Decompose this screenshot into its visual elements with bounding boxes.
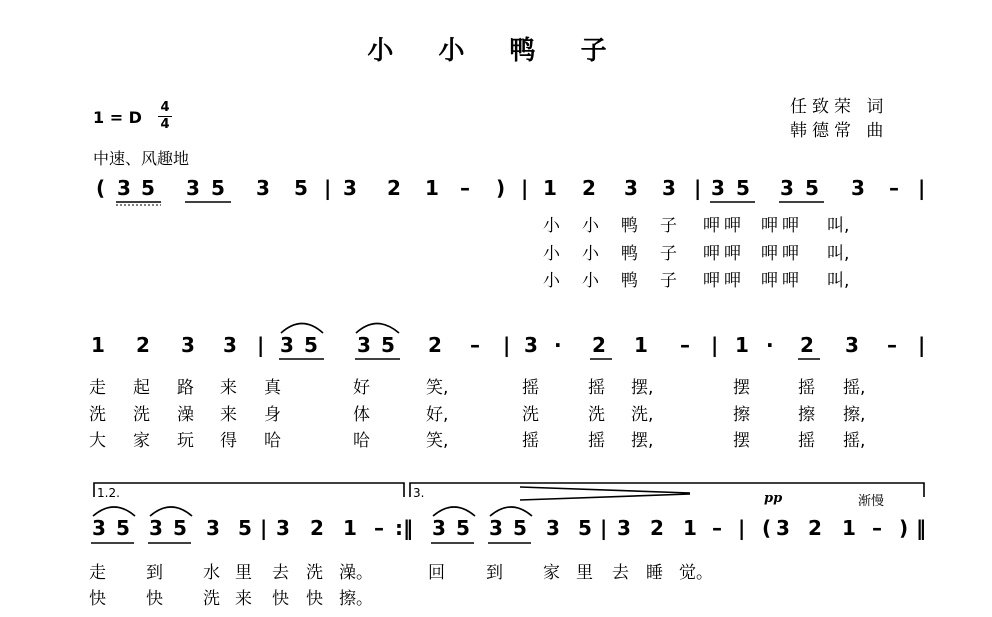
lyric-char: 路 bbox=[177, 378, 194, 398]
note: 2 bbox=[808, 516, 822, 540]
note: 3 bbox=[117, 176, 131, 200]
note: 1 bbox=[735, 333, 749, 357]
dot: · bbox=[554, 333, 562, 357]
lyric-char: 玩 bbox=[177, 431, 194, 451]
note: 1 bbox=[425, 176, 439, 200]
note: 5 bbox=[238, 516, 252, 540]
note: 3 bbox=[524, 333, 538, 357]
barline: | bbox=[521, 176, 529, 200]
barline: | bbox=[600, 516, 608, 540]
lyric-char: 呷 bbox=[724, 244, 741, 264]
note: 2 bbox=[800, 333, 814, 357]
note: 5 bbox=[381, 333, 395, 357]
lyric-char: 呷 bbox=[761, 216, 778, 236]
slur-mark bbox=[433, 507, 475, 516]
note: 3 bbox=[624, 176, 638, 200]
note: 2 bbox=[582, 176, 596, 200]
dash: – bbox=[374, 516, 384, 540]
paren-open: ( bbox=[762, 516, 772, 540]
lyric-char: 呷 bbox=[761, 244, 778, 264]
lyric-char: 鸭 bbox=[621, 271, 638, 291]
dash: – bbox=[470, 333, 480, 357]
lyric-char: 睡 bbox=[646, 563, 663, 583]
note: 3 bbox=[489, 516, 503, 540]
note: 3 bbox=[186, 176, 200, 200]
lyric-char: 洗 bbox=[133, 405, 150, 425]
lyric-char: 擦 bbox=[733, 405, 750, 425]
lyric-char: 小 bbox=[582, 271, 599, 291]
volta-1-label: 1.2. bbox=[97, 486, 120, 500]
note: 3 bbox=[206, 516, 220, 540]
note: 3 bbox=[276, 516, 290, 540]
lyric-char: 擦。 bbox=[339, 589, 373, 609]
lyric-char: 摆 bbox=[733, 378, 750, 398]
lyric-char: 好, bbox=[426, 405, 449, 425]
note: 1 bbox=[343, 516, 357, 540]
lyric-char: 擦, bbox=[843, 405, 866, 425]
lyric-char: 里 bbox=[576, 563, 593, 583]
lyric-char: 子 bbox=[660, 216, 677, 236]
note: 3 bbox=[181, 333, 195, 357]
slur-mark bbox=[281, 324, 323, 334]
lyric-char: 摇 bbox=[522, 378, 539, 398]
lyric-char: 快 bbox=[89, 589, 106, 609]
lyric-char: 快 bbox=[272, 589, 289, 609]
note: 3 bbox=[357, 333, 371, 357]
lyric-char: 洗 bbox=[203, 589, 220, 609]
note: 5 bbox=[578, 516, 592, 540]
lyric-char: 呷 bbox=[703, 271, 720, 291]
note: 3 bbox=[662, 176, 676, 200]
lyric-char: 摇, bbox=[843, 431, 866, 451]
note: 5 bbox=[116, 516, 130, 540]
lyric-char: 呷 bbox=[782, 244, 799, 264]
note: 5 bbox=[736, 176, 750, 200]
lyric-char: 摇 bbox=[522, 431, 539, 451]
lyric-char: 叫, bbox=[827, 216, 850, 236]
note: 3 bbox=[776, 516, 790, 540]
lyric-char: 哈 bbox=[353, 431, 370, 451]
lyric-char: 摆, bbox=[631, 431, 654, 451]
note: 5 bbox=[513, 516, 527, 540]
lyric-char: 来 bbox=[220, 378, 237, 398]
lyric-char: 到 bbox=[146, 563, 163, 583]
note: 2 bbox=[310, 516, 324, 540]
note: 3 bbox=[343, 176, 357, 200]
lyric-char: 澡 bbox=[177, 405, 194, 425]
barline: | bbox=[694, 176, 702, 200]
lyric-char: 去 bbox=[272, 563, 289, 583]
dot: · bbox=[766, 333, 774, 357]
lyric-char: 好 bbox=[353, 378, 370, 398]
lyric-char: 得 bbox=[220, 431, 237, 451]
lyric-char: 洗 bbox=[588, 405, 605, 425]
barline: | bbox=[324, 176, 332, 200]
lyric-char: 澡。 bbox=[339, 563, 373, 583]
note: 3 bbox=[546, 516, 560, 540]
lyric-char: 小 bbox=[543, 216, 560, 236]
dash: – bbox=[887, 333, 897, 357]
lyric-char: 擦 bbox=[798, 405, 815, 425]
note: 3 bbox=[780, 176, 794, 200]
lyric-char: 水 bbox=[203, 563, 220, 583]
note: 5 bbox=[141, 176, 155, 200]
note: 3 bbox=[432, 516, 446, 540]
final-barline: ‖ bbox=[916, 516, 926, 540]
lyric-char: 洗 bbox=[306, 563, 323, 583]
key-signature: 1 = D bbox=[93, 108, 142, 127]
lyric-char: 走 bbox=[89, 563, 106, 583]
lyric-char: 快 bbox=[146, 589, 163, 609]
lyric-char: 摆 bbox=[733, 431, 750, 451]
slur-mark bbox=[93, 507, 135, 516]
lyric-char: 来 bbox=[235, 589, 252, 609]
barline: | bbox=[711, 333, 719, 357]
note: 2 bbox=[387, 176, 401, 200]
song-title: 小 小 鸭 子 bbox=[367, 36, 625, 66]
lyric-char: 大 bbox=[89, 431, 106, 451]
lyric-char: 呷 bbox=[703, 244, 720, 264]
dash: – bbox=[712, 516, 722, 540]
note: 2 bbox=[592, 333, 606, 357]
note: 3 bbox=[92, 516, 106, 540]
composer-credit: 韩德常 曲 bbox=[790, 121, 889, 141]
note: 5 bbox=[211, 176, 225, 200]
note: 1 bbox=[683, 516, 697, 540]
lyric-char: 觉。 bbox=[679, 563, 713, 583]
lyric-char: 笑, bbox=[426, 431, 449, 451]
note: 1 bbox=[543, 176, 557, 200]
slur-mark bbox=[490, 507, 532, 516]
note: 3 bbox=[845, 333, 859, 357]
note: 2 bbox=[428, 333, 442, 357]
note: 3 bbox=[617, 516, 631, 540]
paren-open: ( bbox=[96, 176, 106, 200]
barline: | bbox=[260, 516, 268, 540]
slur-mark bbox=[356, 324, 399, 334]
decrescendo-hairpin bbox=[520, 487, 690, 493]
lyric-char: 子 bbox=[660, 271, 677, 291]
lyric-char: 子 bbox=[660, 244, 677, 264]
time-signature-top: 4 bbox=[160, 100, 170, 115]
lyric-char: 呷 bbox=[782, 216, 799, 236]
lyric-char: 呷 bbox=[782, 271, 799, 291]
lyric-char: 起 bbox=[133, 378, 150, 398]
note: 5 bbox=[456, 516, 470, 540]
note: 2 bbox=[650, 516, 664, 540]
lyric-char: 摇 bbox=[588, 431, 605, 451]
note: 2 bbox=[136, 333, 150, 357]
tempo-change-label: 渐慢 bbox=[858, 494, 885, 509]
dash: – bbox=[872, 516, 882, 540]
note: 3 bbox=[256, 176, 270, 200]
lyric-char: 摆, bbox=[631, 378, 654, 398]
lyric-char: 叫, bbox=[827, 244, 850, 264]
lyric-char: 呷 bbox=[724, 271, 741, 291]
lyric-char: 小 bbox=[543, 244, 560, 264]
lyric-char: 摇 bbox=[798, 431, 815, 451]
note: 3 bbox=[711, 176, 725, 200]
decrescendo-hairpin bbox=[520, 494, 690, 500]
lyric-char: 鸭 bbox=[621, 244, 638, 264]
lyric-char: 体 bbox=[353, 405, 370, 425]
lyric-char: 洗 bbox=[89, 405, 106, 425]
lyric-char: 洗, bbox=[631, 405, 654, 425]
tempo-marking: 中速、风趣地 bbox=[93, 149, 190, 168]
lyric-char: 小 bbox=[543, 271, 560, 291]
lyric-char: 呷 bbox=[703, 216, 720, 236]
lyric-char: 笑, bbox=[426, 378, 449, 398]
dash: – bbox=[889, 176, 899, 200]
dynamics-pp: pp bbox=[764, 491, 783, 506]
lyric-char: 摇, bbox=[843, 378, 866, 398]
lyric-char: 家 bbox=[543, 563, 560, 583]
note: 1 bbox=[842, 516, 856, 540]
lyric-char: 里 bbox=[235, 563, 252, 583]
lyric-char: 摇 bbox=[798, 378, 815, 398]
barline: | bbox=[503, 333, 511, 357]
note: 5 bbox=[294, 176, 308, 200]
dash: – bbox=[680, 333, 690, 357]
volta-1-bracket bbox=[94, 483, 404, 497]
lyric-char: 呷 bbox=[761, 271, 778, 291]
repeat-end-barline: :‖ bbox=[395, 516, 413, 540]
lyric-char: 摇 bbox=[588, 378, 605, 398]
note: 1 bbox=[634, 333, 648, 357]
note: 3 bbox=[223, 333, 237, 357]
lyric-char: 回 bbox=[428, 563, 445, 583]
lyric-char: 家 bbox=[133, 431, 150, 451]
lyric-char: 真 bbox=[264, 378, 281, 398]
paren-close: ) bbox=[496, 176, 506, 200]
lyric-char: 快 bbox=[306, 589, 323, 609]
lyric-char: 到 bbox=[486, 563, 503, 583]
time-signature-bottom: 4 bbox=[160, 117, 170, 132]
note: 3 bbox=[280, 333, 294, 357]
note: 5 bbox=[805, 176, 819, 200]
barline: | bbox=[738, 516, 746, 540]
lyricist-credit: 任致荣 词 bbox=[790, 97, 889, 117]
note: 5 bbox=[304, 333, 318, 357]
barline: | bbox=[918, 333, 926, 357]
lyric-char: 走 bbox=[89, 378, 106, 398]
note: 5 bbox=[173, 516, 187, 540]
lyric-char: 小 bbox=[582, 216, 599, 236]
slur-mark bbox=[150, 507, 192, 516]
lyric-char: 洗 bbox=[522, 405, 539, 425]
note: 1 bbox=[91, 333, 105, 357]
lyric-char: 哈 bbox=[264, 431, 281, 451]
lyric-char: 鸭 bbox=[621, 216, 638, 236]
lyric-char: 叫, bbox=[827, 271, 850, 291]
lyric-char: 身 bbox=[264, 405, 281, 425]
paren-close: ) bbox=[899, 516, 909, 540]
lyric-char: 呷 bbox=[724, 216, 741, 236]
dash: – bbox=[460, 176, 470, 200]
note: 3 bbox=[149, 516, 163, 540]
lyric-char: 去 bbox=[612, 563, 629, 583]
lyric-char: 来 bbox=[220, 405, 237, 425]
lyric-char: 小 bbox=[582, 244, 599, 264]
volta-3-label: 3. bbox=[413, 486, 425, 500]
barline: | bbox=[918, 176, 926, 200]
barline: | bbox=[257, 333, 265, 357]
note: 3 bbox=[851, 176, 865, 200]
